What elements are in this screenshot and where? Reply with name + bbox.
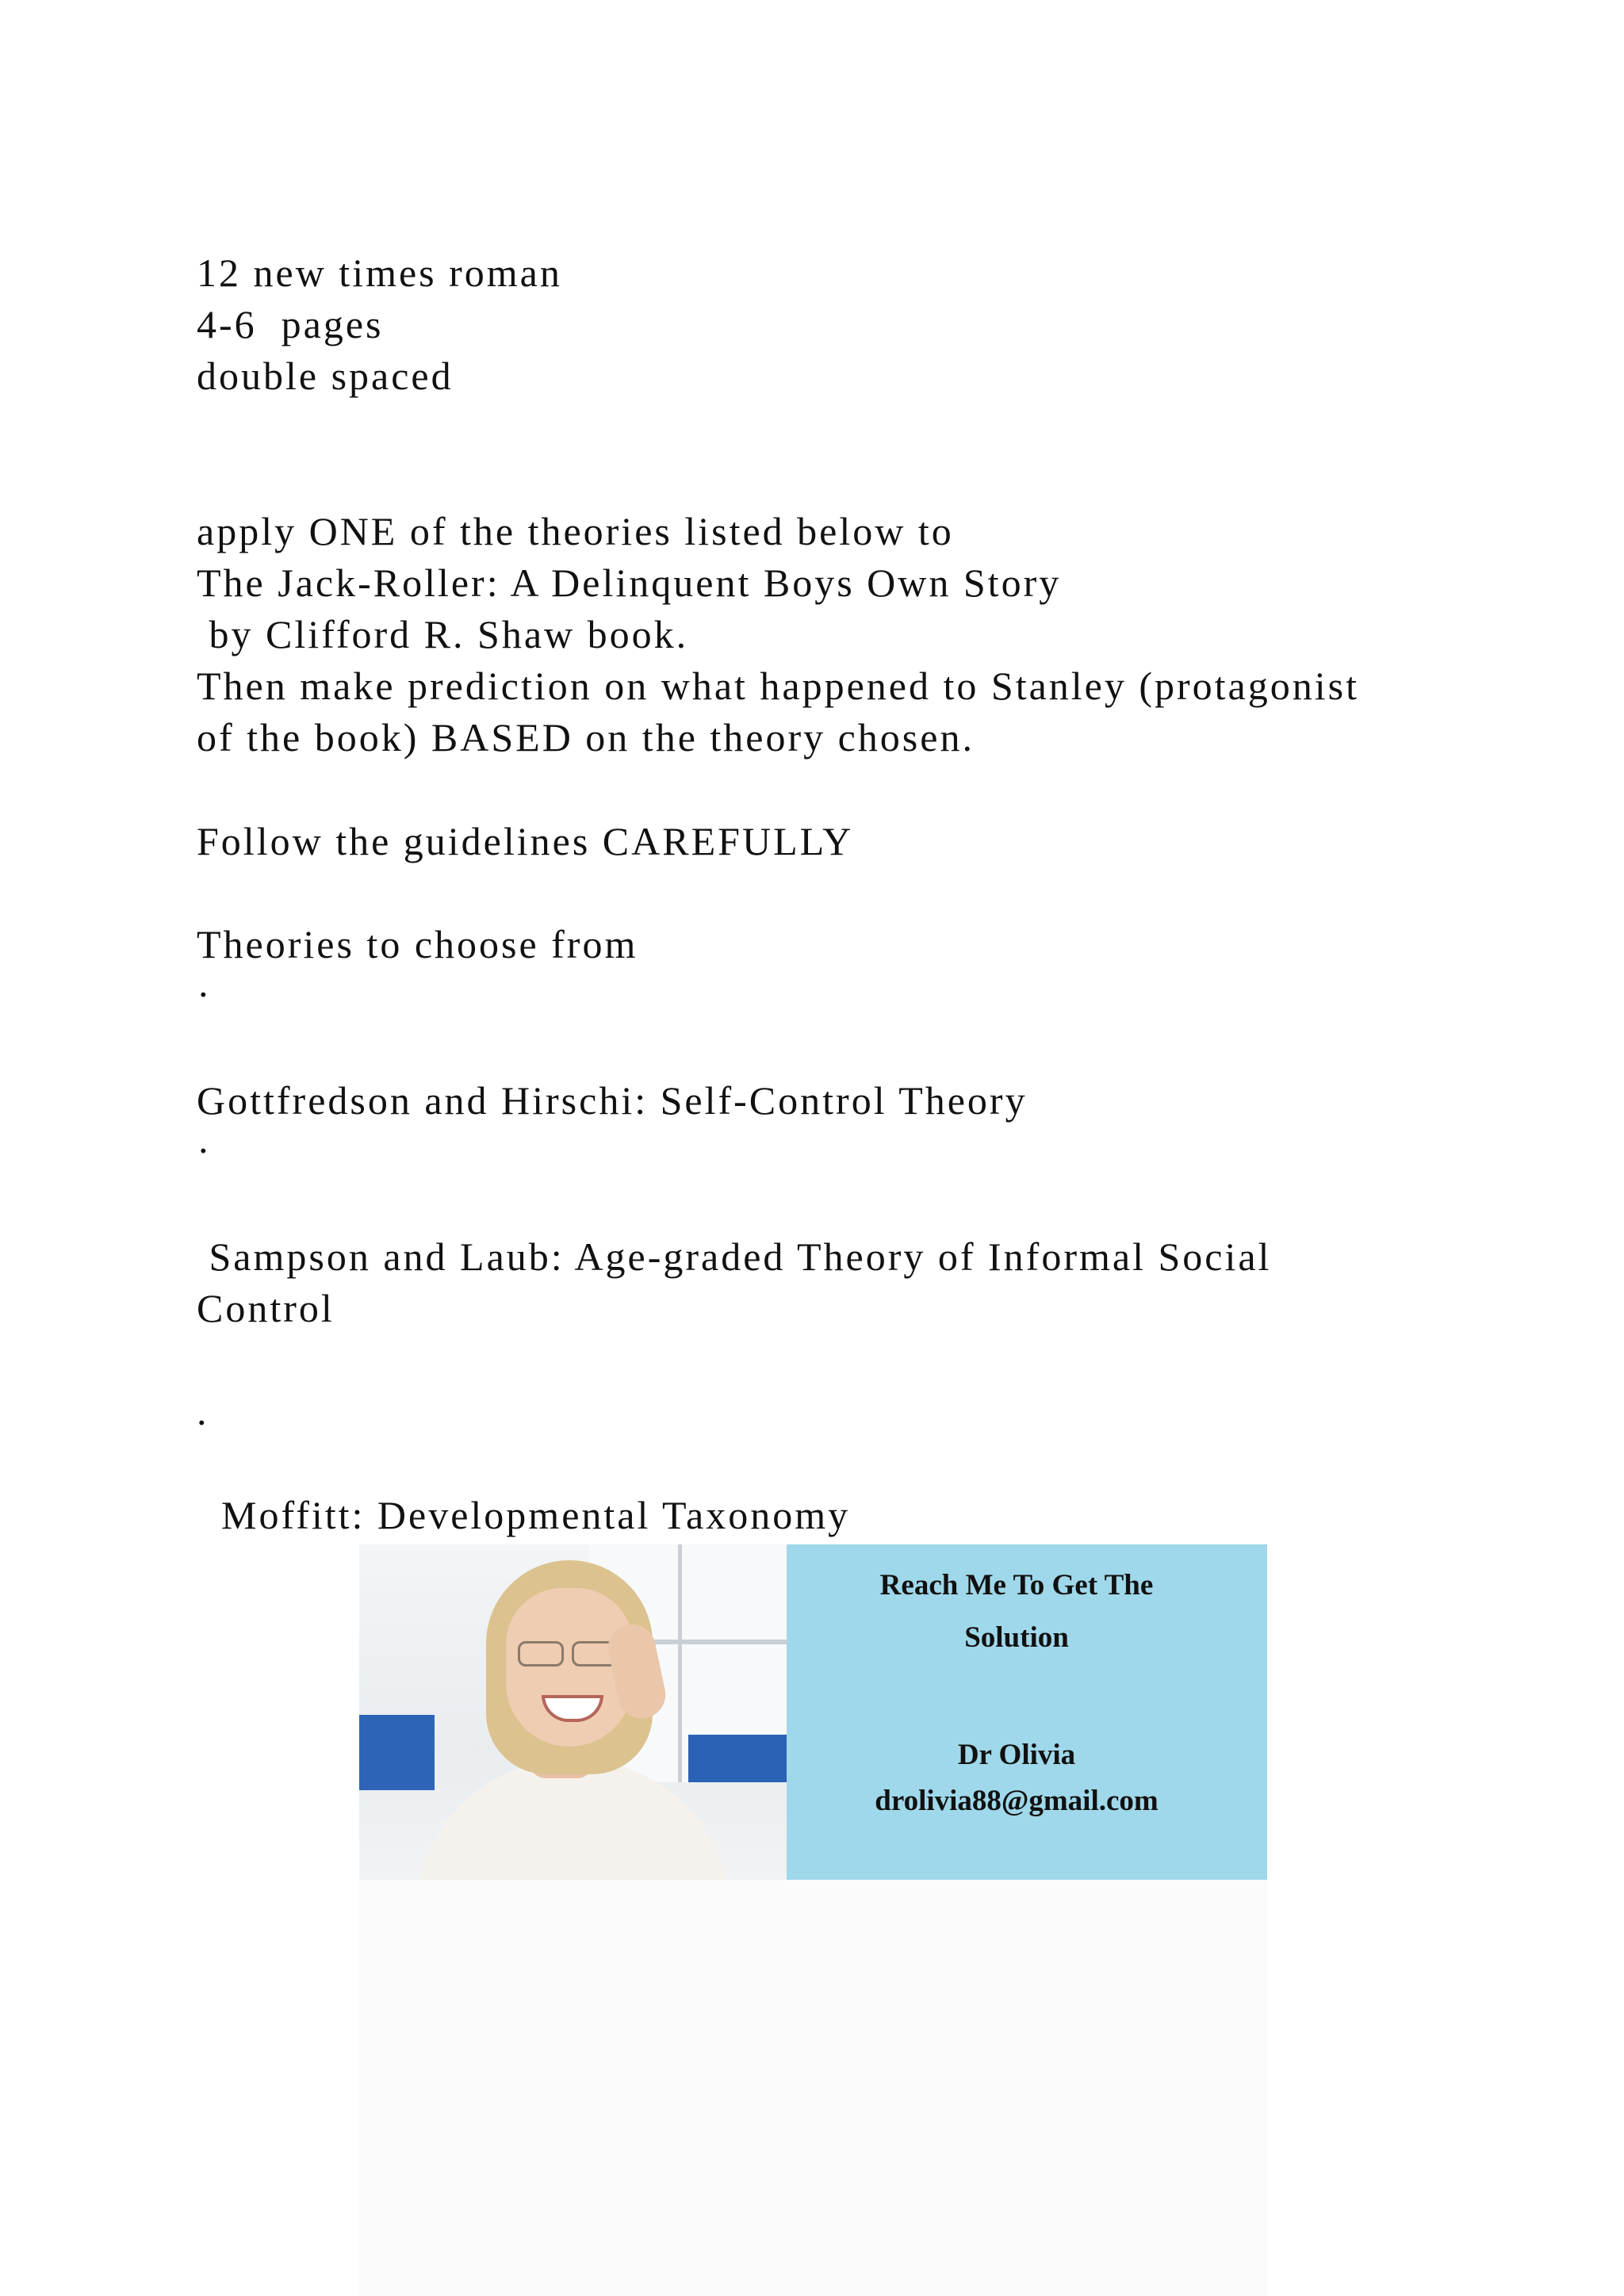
format-pages-line: 4-6 pages [197, 302, 384, 346]
format-spacing-line: double spaced [197, 354, 454, 398]
contact-email: drolivia88@gmail.com [875, 1785, 1159, 1817]
woman-photo [359, 1544, 787, 1880]
book-author-line: by Clifford R. Shaw book. [197, 612, 689, 656]
guidelines-line: Follow the guidelines CAREFULLY [197, 819, 854, 863]
theory-self-control: Gottfredson and Hirschi: Self-Control Theory [197, 1078, 1028, 1123]
contact-name: Dr Olivia [957, 1739, 1076, 1771]
bullet-mark: . [197, 1389, 209, 1433]
theory-age-graded-continued: Control [197, 1286, 335, 1330]
prediction-line-continued: of the book) BASED on the theory chosen. [197, 715, 975, 760]
theories-heading: Theories to choose from [197, 922, 638, 966]
contact-info-panel [787, 1544, 1267, 1880]
prediction-line: Then make prediction on what happened to Stanley (protagonist [197, 664, 1359, 708]
contact-banner [359, 1544, 1267, 1880]
bullet-mark: · [197, 972, 213, 1016]
image-lower-area [359, 1880, 1267, 2296]
theory-age-graded: Sampson and Laub: Age-graded Theory of Informal Social [197, 1234, 1272, 1279]
theory-developmental-taxonomy: Moffitt: Developmental Taxonomy [197, 1493, 851, 1537]
format-font-line: 12 new times roman [197, 251, 562, 295]
instruction-line: apply ONE of the theories listed below to [197, 509, 954, 553]
banner-heading-continued: Solution [964, 1621, 1069, 1654]
banner-heading: Reach Me To Get The [879, 1569, 1154, 1601]
book-title-line: The Jack-Roller: A Delinquent Boys Own Story [197, 561, 1062, 605]
bullet-mark: · [197, 1128, 213, 1173]
